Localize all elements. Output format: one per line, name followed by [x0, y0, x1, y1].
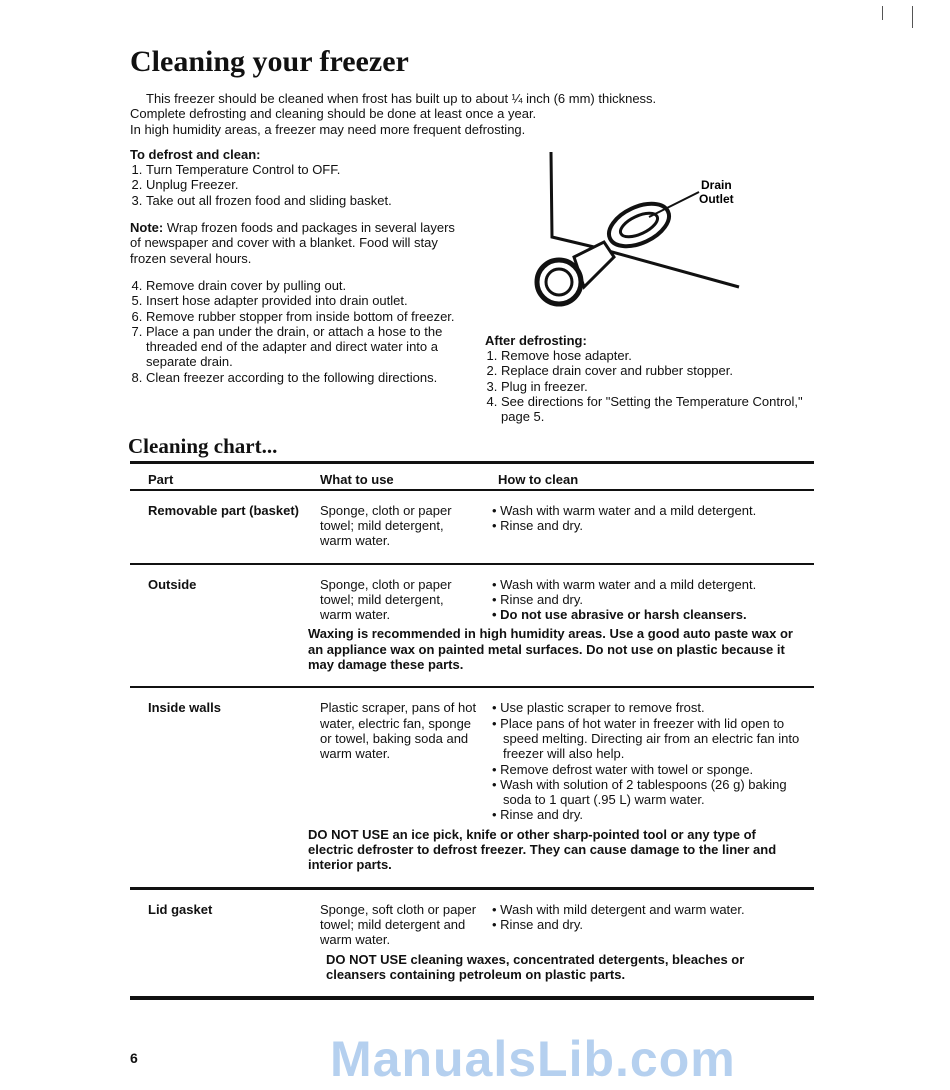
page-title: Cleaning your freezer	[130, 45, 409, 78]
how-item: • Rinse and dry.	[492, 592, 814, 607]
drain-label: Drain	[701, 177, 732, 192]
how-item: • Wash with solution of 2 tablespoons (26 g) baking soda to 1 quart (.95 L) warm water.	[492, 777, 814, 808]
row-how	[492, 503, 814, 549]
row-use: Sponge, soft cloth or paper towel; mild detergent and warm water.	[320, 901, 477, 948]
drain-outlet-illustration	[519, 147, 759, 319]
note	[130, 220, 465, 266]
how-item: • Use plastic scraper to remove frost.	[492, 700, 814, 715]
step: 6. Remove rubber stopper from inside bottom of freezer.	[146, 309, 465, 324]
outlet-label: Outlet	[699, 191, 734, 206]
margin-mark	[912, 6, 913, 28]
row-warning: DO NOT USE an ice pick, knife or other sharp-pointed tool or any type of electric defroster to defrost freezer. They can cause damage to the liner and interior parts.	[308, 826, 777, 873]
step: 3. Plug in freezer.	[501, 379, 820, 394]
row-warning: Waxing is recommended in high humidity areas. Use a good auto paste wax or an appliance wax on painted metal surfaces. Do not use on plastic because it may damage these parts.	[308, 626, 793, 673]
chart-header	[130, 464, 814, 489]
header-how-to-clean: How to clean	[498, 471, 579, 487]
intro	[130, 91, 750, 137]
page-number: 6	[130, 1050, 138, 1066]
how-item: • Rinse and dry.	[492, 917, 814, 932]
chart-title: Cleaning chart...	[128, 433, 278, 458]
intro-line: This freezer should be cleaned when frost has built up to about ¼ inch (6 mm) thickness.	[146, 91, 657, 106]
header-part: Part	[148, 471, 174, 487]
defrost-area	[130, 147, 820, 425]
step: 7. Place a pan under the drain, or attach a hose to the threaded end of the adapter and direct water into a separate drain.	[146, 324, 465, 370]
defrost-section	[130, 147, 465, 425]
watermark: ManualsLib.com	[330, 1031, 736, 1087]
step: 4. See directions for "Setting the Temperature Control," page 5.	[501, 394, 820, 425]
step: 2. Replace drain cover and rubber stopper.	[501, 363, 820, 378]
row-how	[492, 577, 814, 623]
step: 3. Take out all frozen food and sliding basket.	[146, 193, 465, 208]
margin-mark	[882, 6, 883, 20]
after-section	[485, 333, 820, 425]
chart-row	[130, 688, 814, 886]
step: 5. Insert hose adapter provided into drain outlet.	[146, 293, 465, 308]
after-area	[485, 147, 820, 425]
step: 1. Turn Temperature Control to OFF.	[146, 162, 465, 177]
how-item: • Rinse and dry.	[492, 807, 814, 822]
step: 2. Unplug Freezer.	[146, 177, 465, 192]
how-item: • Remove defrost water with towel or sponge.	[492, 762, 814, 777]
step: 1. Remove hose adapter.	[501, 348, 820, 363]
row-use: Plastic scraper, pans of hot water, electric fan, sponge or towel, baking soda and warm water.	[320, 700, 477, 762]
row-how	[492, 902, 814, 948]
how-item: • Wash with mild detergent and warm water.	[492, 902, 814, 917]
header-what-to-use: What to use	[320, 471, 394, 487]
how-item: • Place pans of hot water in freezer with lid open to speed melting. Directing air from an electric fan into freezer will also help.	[492, 716, 814, 762]
how-item: • Rinse and dry.	[492, 518, 814, 533]
intro-line: Complete defrosting and cleaning should be done at least once a year.	[130, 106, 537, 122]
how-item: • Do not use abrasive or harsh cleansers.	[492, 607, 814, 622]
divider	[130, 996, 814, 1000]
row-part: Lid gasket	[148, 901, 213, 917]
step: 8. Clean freezer according to the following directions.	[146, 370, 465, 385]
row-part: Removable part (basket)	[148, 502, 299, 518]
defrost-heading: To defrost and clean:	[130, 146, 261, 162]
row-part: Inside walls	[148, 700, 221, 716]
after-heading: After defrosting:	[485, 332, 587, 348]
chart-row	[130, 890, 814, 996]
note-text: Wrap frozen foods and packages in several layers of newspaper and cover with a blanket. Food will stay frozen several hours.	[130, 220, 455, 266]
chart-row	[130, 491, 814, 563]
row-use: Sponge, cloth or paper towel; mild detergent, warm water.	[320, 502, 452, 549]
how-item: • Wash with warm water and a mild detergent.	[492, 577, 814, 592]
row-part: Outside	[148, 576, 197, 592]
cleaning-chart	[130, 461, 814, 1000]
how-item: • Wash with warm water and a mild detergent.	[492, 503, 814, 518]
row-use: Sponge, cloth or paper towel; mild detergent, warm water.	[320, 576, 452, 623]
note-label: Note:	[130, 220, 164, 236]
intro-line: In high humidity areas, a freezer may need more frequent defrosting.	[130, 121, 526, 137]
chart-row	[130, 565, 814, 687]
step: 4. Remove drain cover by pulling out.	[146, 278, 465, 293]
row-how	[492, 700, 814, 822]
row-warning: DO NOT USE cleaning waxes, concentrated detergents, bleaches or cleansers containing petroleum on plastic parts.	[326, 951, 745, 982]
